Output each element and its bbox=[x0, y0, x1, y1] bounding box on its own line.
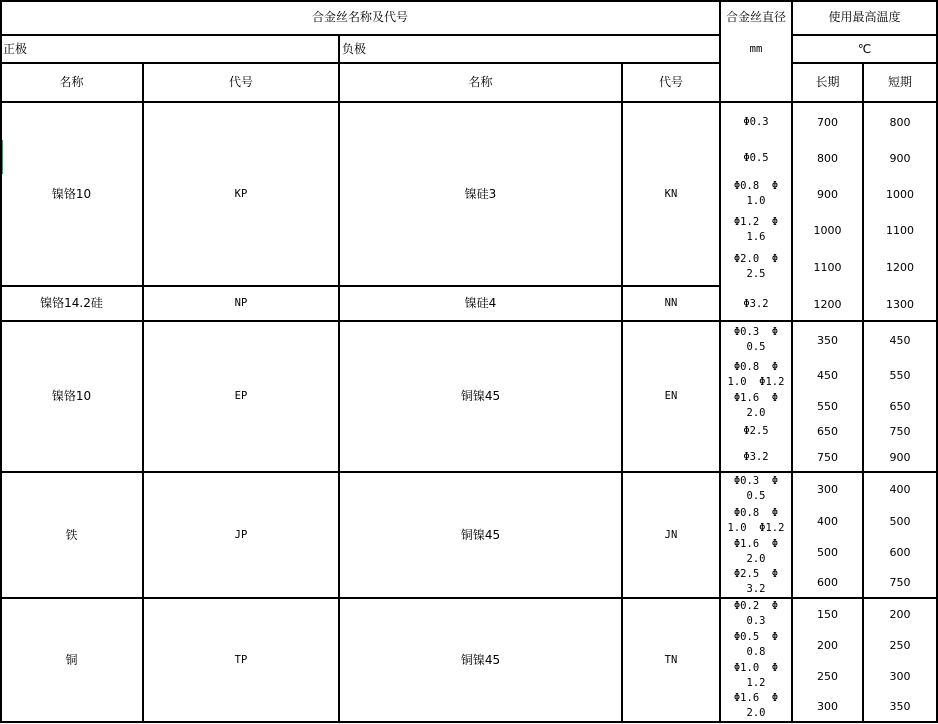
row-1-neg-name: 镍硅4 bbox=[464, 296, 497, 310]
spec-15-long: 150 bbox=[817, 607, 838, 621]
spec-15-diameter: Φ0.2 Φ 0.3 bbox=[733, 600, 779, 627]
row-1-neg-code: NN bbox=[664, 297, 678, 309]
spec-13-long: 500 bbox=[817, 545, 838, 559]
spec-12-long: 400 bbox=[817, 514, 838, 528]
spec-9-long: 650 bbox=[817, 424, 838, 438]
spec-17-diameter: Φ1.0 Φ 1.2 bbox=[733, 662, 779, 689]
row-0-pos-code: KP bbox=[234, 187, 248, 200]
spec-12-diameter: Φ0.8 Φ 1.0 Φ1.2 bbox=[727, 507, 785, 534]
spec-8-long: 550 bbox=[817, 399, 838, 413]
row-4-neg-name: 铜镍45 bbox=[460, 652, 501, 667]
spec-10-diameter: Φ3.2 bbox=[743, 450, 769, 463]
header-title: 合金丝名称及代号 bbox=[311, 10, 408, 24]
header-positive: 正极 bbox=[3, 41, 28, 56]
spec-17-short: 300 bbox=[889, 669, 911, 683]
spec-13-short: 600 bbox=[889, 545, 911, 559]
row-1-pos-name: 镍铬14.2硅 bbox=[40, 296, 103, 310]
spec-18-short: 350 bbox=[889, 699, 911, 713]
spec-10-long: 750 bbox=[817, 450, 838, 464]
header-neg-name: 名称 bbox=[468, 75, 493, 89]
spec-14-short: 750 bbox=[889, 575, 911, 589]
header-pos-name: 名称 bbox=[59, 75, 84, 89]
spec-4-long: 1100 bbox=[813, 260, 842, 274]
row-0-pos-name: 镍铬10 bbox=[51, 186, 92, 201]
row-3-pos-name: 铁 bbox=[65, 527, 78, 542]
row-2-neg-code: EN bbox=[664, 390, 678, 402]
spec-7-long: 450 bbox=[817, 368, 838, 382]
spec-0-diameter: Φ0.3 bbox=[743, 115, 769, 128]
spec-16-diameter: Φ0.5 Φ 0.8 bbox=[733, 631, 779, 658]
spec-10-short: 900 bbox=[889, 450, 911, 464]
spec-4-short: 1200 bbox=[886, 260, 914, 274]
spec-5-diameter: Φ3.2 bbox=[743, 297, 769, 310]
spec-11-short: 400 bbox=[889, 482, 911, 496]
spec-8-diameter: Φ1.6 Φ 2.0 bbox=[733, 392, 779, 419]
spec-14-long: 600 bbox=[817, 575, 838, 589]
spec-11-long: 300 bbox=[817, 482, 838, 496]
spec-17-long: 250 bbox=[817, 669, 838, 683]
spec-7-diameter: Φ0.8 Φ 1.0 Φ1.2 bbox=[727, 361, 785, 388]
spec-1-short: 900 bbox=[889, 151, 911, 165]
spec-1-diameter: Φ0.5 bbox=[743, 151, 769, 164]
header-long-term: 长期 bbox=[815, 75, 840, 89]
spec-6-diameter: Φ0.3 Φ 0.5 bbox=[733, 326, 779, 353]
spec-6-long: 350 bbox=[817, 333, 838, 347]
spec-18-long: 300 bbox=[817, 699, 838, 713]
header-diameter-unit: mm bbox=[749, 42, 763, 55]
spec-13-diameter: Φ1.6 Φ 2.0 bbox=[733, 538, 779, 565]
spec-2-diameter: Φ0.8 Φ 1.0 bbox=[733, 180, 779, 207]
spec-16-long: 200 bbox=[817, 638, 838, 652]
row-0-neg-code: KN bbox=[664, 187, 678, 200]
row-4-pos-name: 铜 bbox=[65, 652, 78, 667]
spec-7-short: 550 bbox=[889, 368, 911, 382]
spec-1-long: 800 bbox=[817, 151, 838, 165]
row-0-neg-name: 镍硅3 bbox=[464, 186, 497, 201]
spec-2-long: 900 bbox=[817, 187, 838, 201]
spec-9-short: 750 bbox=[889, 424, 911, 438]
spec-3-diameter: Φ1.2 Φ 1.6 bbox=[733, 216, 779, 243]
spec-8-short: 650 bbox=[889, 399, 911, 413]
row-3-pos-code: JP bbox=[234, 528, 248, 541]
spec-9-diameter: Φ2.5 bbox=[743, 424, 769, 437]
spec-5-short: 1300 bbox=[886, 297, 914, 311]
spec-3-long: 1000 bbox=[813, 223, 842, 237]
spec-5-long: 1200 bbox=[813, 297, 842, 311]
spec-6-short: 450 bbox=[889, 333, 911, 347]
spec-11-diameter: Φ0.3 Φ 0.5 bbox=[733, 475, 779, 502]
header-temp: 使用最高温度 bbox=[828, 10, 901, 24]
spec-18-diameter: Φ1.6 Φ 2.0 bbox=[733, 692, 779, 719]
row-2-pos-code: EP bbox=[234, 390, 248, 402]
row-4-pos-code: TP bbox=[234, 653, 248, 666]
spec-2-short: 1000 bbox=[886, 187, 914, 201]
header-temp-unit: ℃ bbox=[857, 41, 872, 56]
header-short-term: 短期 bbox=[887, 75, 912, 89]
row-2-pos-name: 镍铬10 bbox=[51, 389, 92, 403]
row-2-neg-name: 铜镍45 bbox=[460, 389, 501, 403]
spec-4-diameter: Φ2.0 Φ 2.5 bbox=[733, 253, 779, 280]
spec-0-long: 700 bbox=[817, 115, 838, 129]
spec-12-short: 500 bbox=[889, 514, 911, 528]
header-negative: 负极 bbox=[342, 41, 367, 56]
spec-16-short: 250 bbox=[889, 638, 911, 652]
row-3-neg-code: JN bbox=[664, 528, 678, 541]
row-1-pos-code: NP bbox=[234, 297, 248, 309]
header-diameter: 合金丝直径 bbox=[725, 10, 786, 24]
row-4-neg-code: TN bbox=[664, 653, 678, 666]
header-neg-code: 代号 bbox=[658, 75, 683, 89]
spec-14-diameter: Φ2.5 Φ 3.2 bbox=[733, 568, 779, 595]
spec-0-short: 800 bbox=[889, 115, 911, 129]
spec-3-short: 1100 bbox=[886, 223, 914, 237]
header-pos-code: 代号 bbox=[228, 75, 253, 89]
row-3-neg-name: 铜镍45 bbox=[460, 527, 501, 542]
spec-15-short: 200 bbox=[889, 607, 911, 621]
